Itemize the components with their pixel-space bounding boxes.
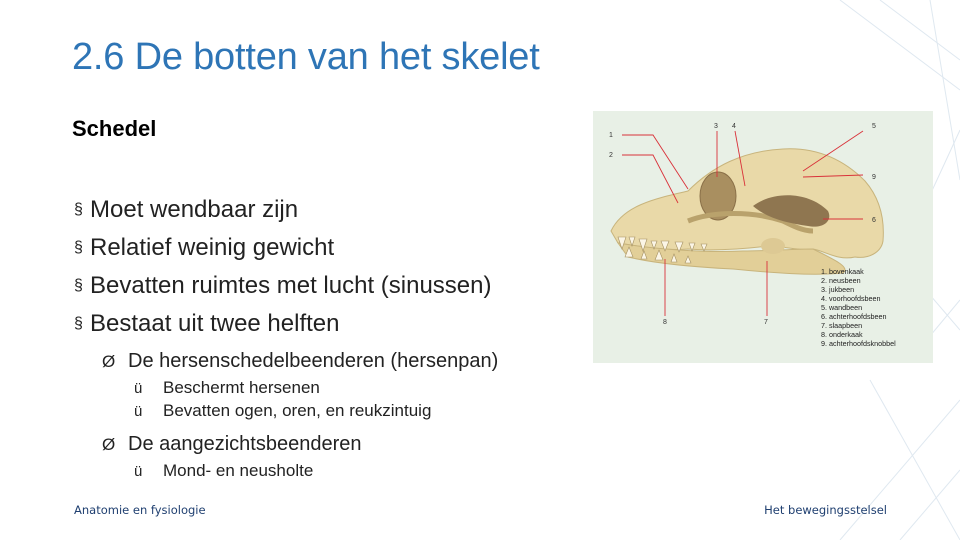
figure-number: 9 <box>872 174 876 181</box>
figure-number: 3 <box>714 123 718 130</box>
figure-number: 7 <box>764 319 768 326</box>
figure-number: 1 <box>609 132 613 139</box>
legend-item: 8. onderkaak <box>821 330 863 339</box>
sub-bullet-item: Ø De hersenschedelbeenderen (hersenpan) <box>102 347 498 376</box>
check-item: ü Mond- en neusholte <box>134 459 498 482</box>
bullet-list <box>74 195 498 482</box>
square-bullet-icon: § <box>74 201 83 218</box>
check-item: ü Bevatten ogen, oren, en reukzintuig <box>134 399 498 422</box>
legend-item: 4. voorhoofdsbeen <box>821 294 881 303</box>
figure-number: 5 <box>872 123 876 130</box>
bullet-item: § Bevatten ruimtes met lucht (sinussen) <box>74 272 492 299</box>
figure-number: 8 <box>663 319 667 326</box>
figure-number: 2 <box>609 152 613 159</box>
slide-subtitle: Schedel <box>72 116 157 141</box>
legend-item: 9. achterhoofdsknobbel <box>821 339 896 348</box>
footer-course-name: Anatomie en fysiologie <box>74 503 206 517</box>
arrow-bullet-icon: Ø <box>102 435 116 454</box>
check-item: ü Beschermt hersenen <box>134 376 498 399</box>
check-bullet-icon: ü <box>134 380 143 397</box>
sub-bullet-item: Ø De aangezichtsbeenderen <box>102 430 498 459</box>
legend-item: 2. neusbeen <box>821 276 861 285</box>
square-bullet-icon: § <box>74 315 83 332</box>
footer-chapter-name: Het bewegingsstelsel <box>764 503 887 517</box>
skull-illustration <box>593 111 933 363</box>
legend-item: 7. slaapbeen <box>821 321 863 330</box>
legend-item: 5. wandbeen <box>821 303 863 312</box>
check-bullet-icon: ü <box>134 463 143 480</box>
figure-number: 4 <box>732 123 736 130</box>
skull-diagram <box>593 111 933 363</box>
bullet-item: § Bestaat uit twee helften <box>74 310 340 337</box>
slide-title: 2.6 De botten van het skelet <box>72 36 540 78</box>
square-bullet-icon: § <box>74 239 83 256</box>
bullet-item: § Moet wendbaar zijn <box>74 196 299 223</box>
check-bullet-icon: ü <box>134 403 143 420</box>
legend-item: 1. bovenkaak <box>821 267 864 276</box>
figure-number: 6 <box>872 217 876 224</box>
bullet-item: § Relatief weinig gewicht <box>74 234 335 261</box>
arrow-bullet-icon: Ø <box>102 352 116 371</box>
legend-item: 3. jukbeen <box>821 285 855 294</box>
legend-item: 6. achterhoofdsbeen <box>821 312 887 321</box>
square-bullet-icon: § <box>74 277 83 294</box>
figure-legend <box>821 267 896 348</box>
